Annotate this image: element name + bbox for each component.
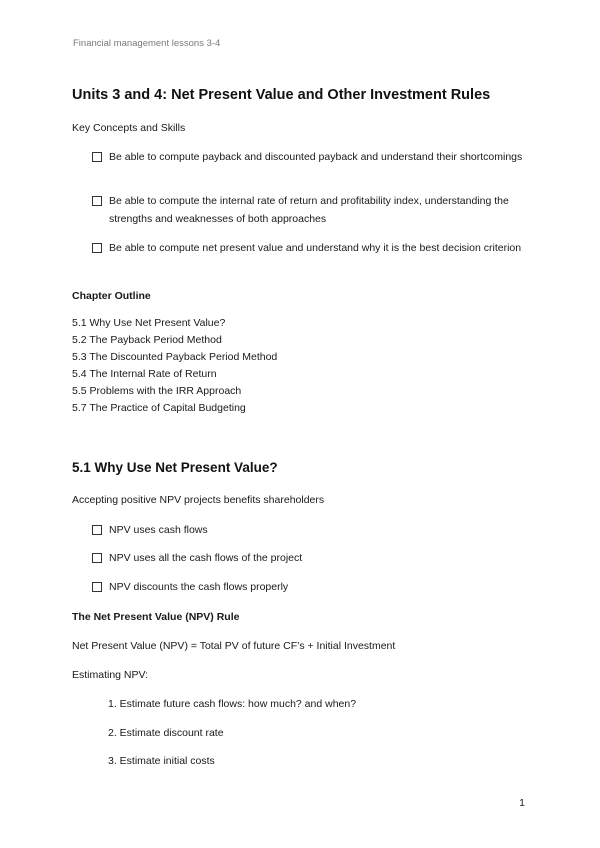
npv-reason-item bbox=[92, 550, 532, 568]
checkbox-icon bbox=[92, 196, 102, 206]
checkbox-icon bbox=[92, 243, 102, 253]
chapter-outline-list bbox=[72, 315, 277, 417]
outline-item: 5.7 The Practice of Capital Budgeting bbox=[72, 402, 246, 414]
outline-item: 5.4 The Internal Rate of Return bbox=[72, 368, 217, 380]
section-heading: 5.1 Why Use Net Present Value? bbox=[72, 460, 278, 475]
estimating-npv-label: Estimating NPV: bbox=[72, 669, 149, 681]
checkbox-icon bbox=[92, 553, 102, 563]
key-concept-text: Be able to compute the internal rate of return and profitability index, understanding the strengths and weaknesses of both approaches bbox=[109, 195, 509, 225]
checkbox-icon bbox=[92, 152, 102, 162]
npv-reason-item bbox=[92, 579, 532, 597]
checkbox-icon bbox=[92, 525, 102, 535]
key-concept-item bbox=[92, 193, 532, 228]
running-header: Financial management lessons 3-4 bbox=[73, 38, 221, 49]
outline-item: 5.3 The Discounted Payback Period Method bbox=[72, 351, 278, 363]
page-title: Units 3 and 4: Net Present Value and Other Investment Rules bbox=[72, 87, 491, 103]
estimation-step: 2. Estimate discount rate bbox=[108, 727, 224, 739]
checkbox-icon bbox=[92, 582, 102, 592]
estimation-step: 3. Estimate initial costs bbox=[108, 755, 215, 767]
key-concept-text: Be able to compute net present value and understand why it is the best decision criterion bbox=[109, 242, 522, 254]
estimation-step: 1. Estimate future cash flows: how much? and when? bbox=[108, 698, 357, 710]
npv-formula: Net Present Value (NPV) = Total PV of future CF’s + Initial Investment bbox=[72, 640, 396, 652]
outline-item: 5.1 Why Use Net Present Value? bbox=[72, 317, 226, 329]
key-concept-text: Be able to compute payback and discounted payback and understand their shortcomings bbox=[109, 151, 523, 163]
key-concept-item bbox=[92, 240, 532, 258]
chapter-outline-label: Chapter Outline bbox=[72, 290, 151, 302]
section-intro: Accepting positive NPV projects benefits shareholders bbox=[72, 494, 325, 506]
npv-reason-text: NPV discounts the cash flows properly bbox=[109, 581, 289, 593]
page-number: 1 bbox=[519, 797, 525, 809]
npv-reason-text: NPV uses all the cash flows of the project bbox=[109, 552, 303, 564]
key-concepts-label: Key Concepts and Skills bbox=[72, 122, 186, 134]
key-concept-item bbox=[92, 149, 532, 167]
npv-rule-heading: The Net Present Value (NPV) Rule bbox=[72, 611, 240, 623]
outline-item: 5.2 The Payback Period Method bbox=[72, 334, 222, 346]
npv-reason-item bbox=[92, 522, 532, 540]
npv-reason-text: NPV uses cash flows bbox=[109, 524, 208, 536]
outline-item: 5.5 Problems with the IRR Approach bbox=[72, 385, 242, 397]
